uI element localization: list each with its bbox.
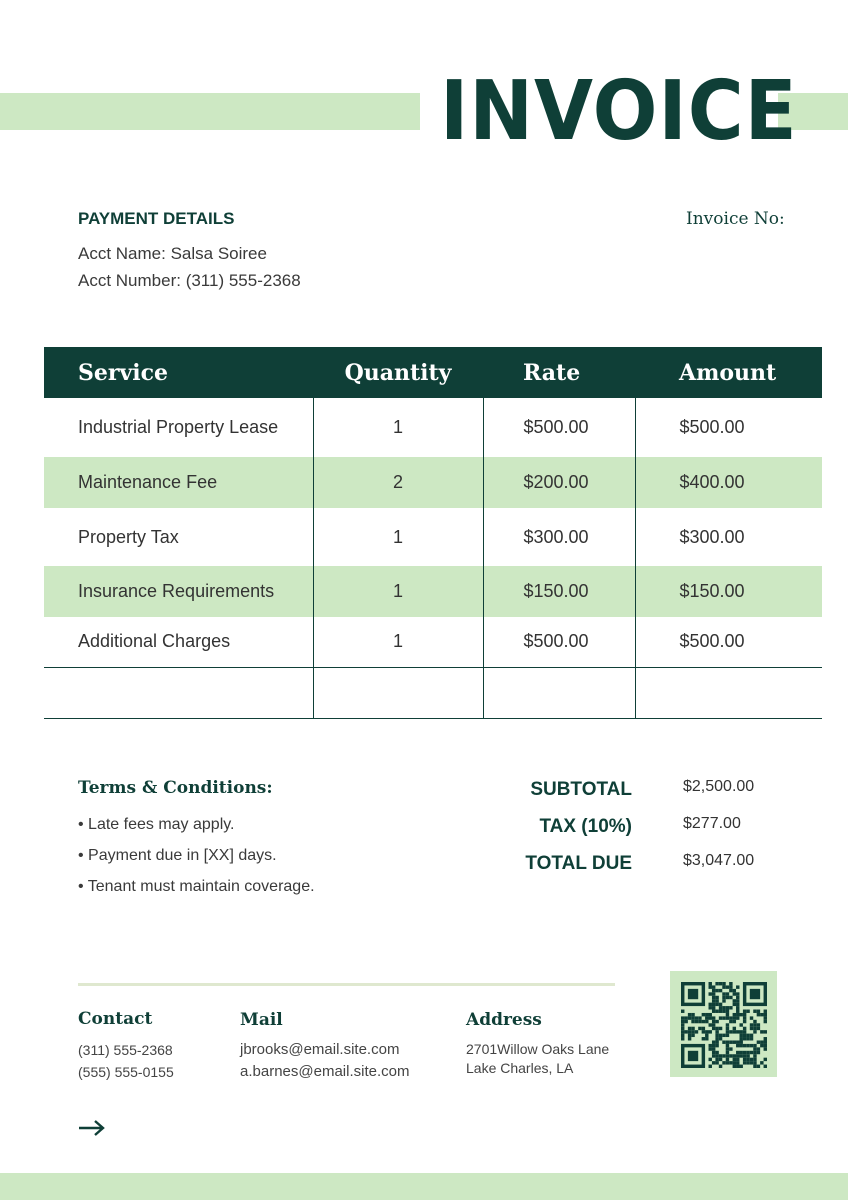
rate-cell: $200.00 — [483, 457, 635, 508]
footer-band — [0, 1173, 848, 1200]
amount-cell: $300.00 — [635, 508, 822, 566]
mail-heading: Mail — [240, 1010, 283, 1030]
payment-details-heading: PAYMENT DETAILS — [78, 209, 235, 228]
table-row — [44, 617, 822, 667]
acct-number: Acct Number: (311) 555-2368 — [78, 271, 301, 290]
col-amount: Amount — [635, 347, 822, 398]
amount-cell: $500.00 — [635, 617, 822, 667]
table-header — [44, 347, 822, 398]
rate-cell: $150.00 — [483, 566, 635, 617]
table-row — [44, 398, 822, 457]
contact-heading: Contact — [78, 1009, 153, 1029]
service-cell: Maintenance Fee — [44, 457, 313, 508]
service-cell: Property Tax — [78, 526, 179, 547]
table-row — [44, 457, 822, 508]
table-row — [44, 508, 822, 566]
invoice-title: INVOICE — [440, 64, 798, 159]
tax-label: TAX (10%) — [539, 816, 632, 837]
rate-cell: $500.00 — [483, 398, 635, 457]
service-cell: Insurance Requirements — [44, 566, 313, 617]
address-line: 2701Willow Oaks Lane — [466, 1041, 610, 1057]
email: jbrooks@email.site.com — [240, 1041, 400, 1058]
table-row-empty — [44, 667, 822, 718]
terms-heading: Terms & Conditions: — [78, 778, 273, 798]
footer-divider — [78, 983, 615, 986]
acct-name: Acct Name: Salsa Soiree — [78, 244, 267, 263]
address-heading: Address — [466, 1010, 542, 1030]
quantity-cell: 2 — [313, 457, 483, 508]
service-cell: Industrial Property Lease — [78, 417, 279, 437]
invoice-no-label: Invoice No: — [686, 209, 785, 229]
total-label: TOTAL DUE — [525, 853, 632, 874]
subtotal-label: SUBTOTAL — [530, 779, 632, 800]
rate-cell: $500.00 — [483, 617, 635, 667]
rate-cell: $300.00 — [483, 508, 635, 566]
phone: (555) 555-0155 — [78, 1064, 174, 1080]
quantity-cell: 1 — [313, 566, 483, 617]
quantity-cell: 1 — [313, 508, 483, 566]
col-service: Service — [44, 347, 313, 398]
subtotal-value: $2,500.00 — [683, 778, 755, 795]
amount-cell: $500.00 — [635, 398, 822, 457]
phone: (311) 555-2368 — [78, 1042, 173, 1058]
service-cell: Additional Charges — [78, 631, 231, 652]
col-quantity: Quantity — [313, 347, 483, 398]
arrow-right-icon[interactable] — [78, 1119, 106, 1137]
amount-cell: $400.00 — [635, 457, 822, 508]
amount-cell: $150.00 — [635, 566, 822, 617]
header-band-left — [0, 93, 420, 130]
total-value: $3,047.00 — [683, 852, 755, 869]
quantity-cell: 1 — [313, 617, 483, 667]
tax-value: $277.00 — [683, 815, 741, 832]
address-line: Lake Charles, LA — [466, 1060, 574, 1076]
qr-code — [670, 971, 777, 1077]
terms-item: • Late fees may apply. — [78, 816, 235, 833]
quantity-cell: 1 — [313, 398, 483, 457]
terms-item: • Tenant must maintain coverage. — [78, 878, 315, 895]
email: a.barnes@email.site.com — [240, 1063, 410, 1080]
terms-item: • Payment due in [XX] days. — [78, 847, 277, 864]
col-rate: Rate — [483, 347, 635, 398]
table-row — [44, 566, 822, 617]
services-table — [44, 347, 822, 719]
